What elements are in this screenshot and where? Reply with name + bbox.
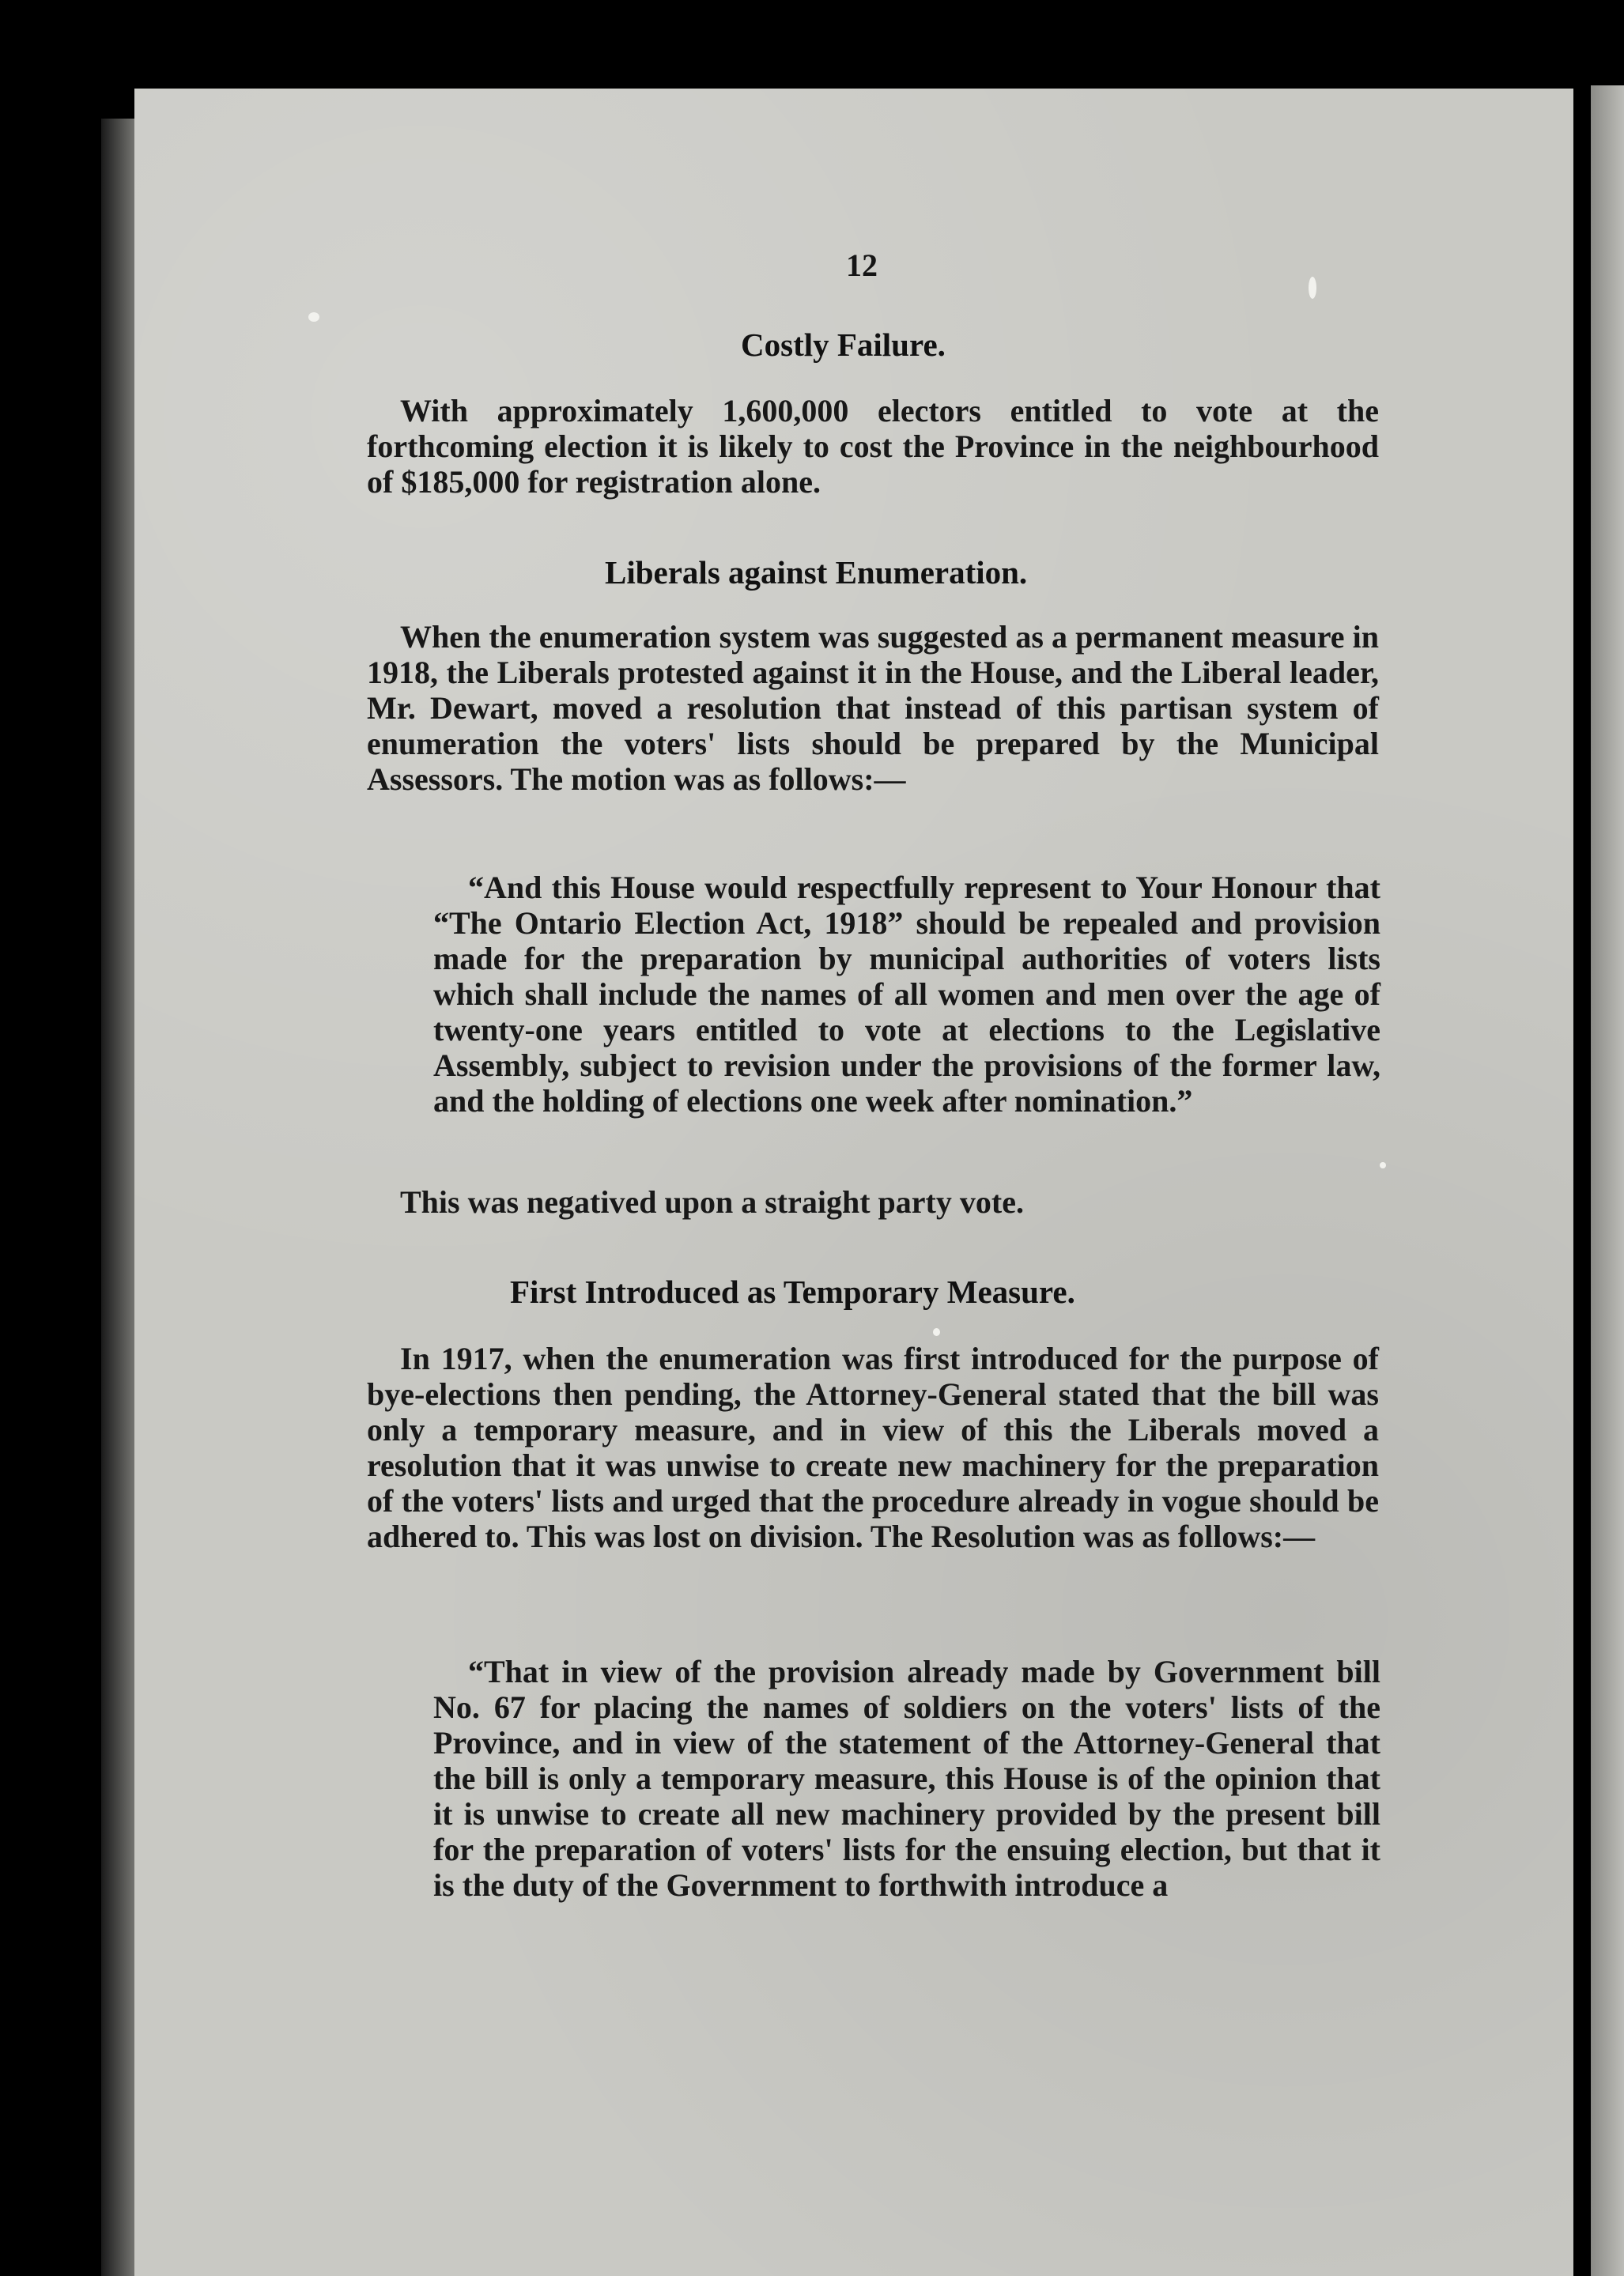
heading-first-introduced: First Introduced as Temporary Measure. [510,1274,1075,1310]
paragraph-costly-failure: With approximately 1,600,000 electors entitled to vote at the forthcoming election it is likely to cost the Province in the neighbourhood of $185,000 for registration alone. [367,393,1379,500]
paragraph-first-introduced: In 1917, when the enumeration was first introduced for the purpose of bye-elections then pending, the Attorney-General stated that the bill was only a temporary measure, and in view of this the Liberals moved a resolution that it was unwise to create new machinery for the preparation of the voters' lists and urged that the procedure already in vogue should be adhered to. This was lost on division. The Resolution was as follows:— [367,1341,1379,1554]
right-black-strip [1573,79,1591,2276]
paper-speck [1380,1162,1386,1168]
page-number: 12 [846,247,878,283]
paragraph-negatived: This was negatived upon a straight party vote. [400,1184,1024,1220]
heading-costly-failure: Costly Failure. [741,326,946,363]
paper-speck [1309,277,1316,299]
heading-liberals-against-enumeration: Liberals against Enumeration. [605,554,1028,591]
adjacent-page-edge [1591,85,1624,2276]
paragraph-liberals-against-enumeration: When the enumeration system was suggested as a permanent measure in 1918, the Liberals protested against it in the House, and the Liberal leader, Mr. Dewart, moved a resolution that instead of this partisan system of enumeration the voters' lists should be prepared by the Municipal Assessors. The motion was as follows:— [367,619,1379,797]
quote-dewart-resolution: “And this House would respectfully represent to Your Honour that “The Ontario Election Act, 1918” should be repealed and provision made for the preparation by municipal authorities of voters lists which shall include the names of all women and men over the age of twenty-one years entitled to vote at elections to the Legislative Assembly, subject to revision under the provisions of the former law, and the holding of elections one week after nomination.” [433,870,1380,1119]
quote-1917-resolution: “That in view of the provision already made by Government bill No. 67 for placing the names of soldiers on the voters' lists of the Province, and in view of the statement of the Attorney-General that the bill is only a temporary measure, this House is of the opinion that it is unwise to create all new machinery provided by the present bill for the preparation of voters' lists for the ensuing election, but that it is the duty of the Government to forthwith introduce a [433,1654,1380,1903]
page-left-shadow [101,119,138,2276]
paper-speck [933,1328,940,1336]
paper-speck [308,312,319,322]
